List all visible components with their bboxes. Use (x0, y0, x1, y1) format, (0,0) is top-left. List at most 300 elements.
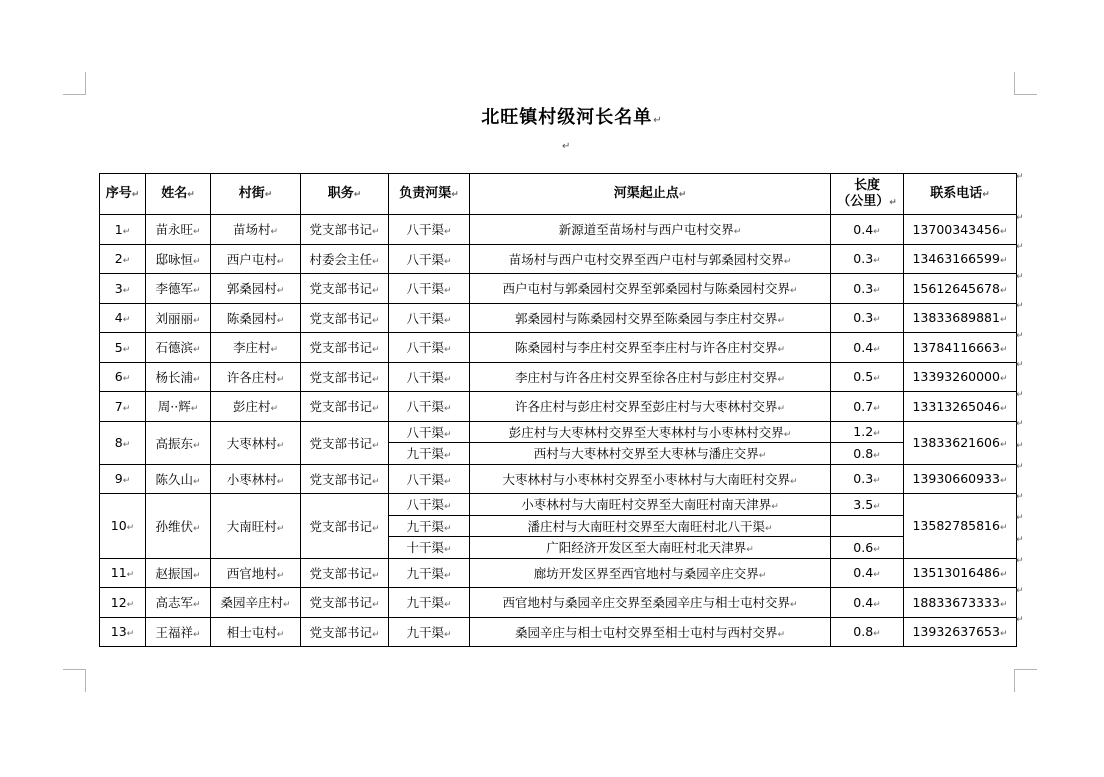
cell-length-text: 0.3 (853, 251, 874, 267)
cell-end-mark: ↵ (443, 374, 452, 385)
cell-index (100, 617, 146, 647)
cell-index (100, 244, 146, 274)
header-row (100, 174, 1017, 215)
cell-canal (389, 443, 470, 465)
table-row (100, 215, 1017, 245)
cell-range-text: 桑园辛庄与相士屯村交界至相士屯村与西村交界 (514, 624, 778, 640)
cell-end-mark: ↵ (443, 600, 452, 611)
page-corner-mark-bottom-left (63, 669, 86, 692)
cell-phone-text: 13513016486 (912, 565, 1000, 581)
cell-end-mark: ↵ (873, 403, 881, 414)
cell-phone-text: 13582785816 (912, 518, 1000, 534)
cell-phone-text: 18833673333 (912, 594, 1000, 610)
cell-end-mark: ↵ (122, 440, 131, 450)
cell-end-mark: ↵ (746, 545, 754, 556)
cell-end-mark: ↵ (371, 440, 380, 451)
row-end-mark: ↵ (1016, 301, 1024, 311)
cell-end-mark: ↵ (122, 315, 131, 326)
header-village: 村街↵ (211, 174, 301, 215)
cell-index (100, 392, 146, 422)
cell-canal-text: 八干渠 (406, 222, 444, 238)
cell-end-mark: ↵ (371, 286, 380, 297)
cell-canal (389, 244, 470, 274)
cell-position-text: 党支部书记 (309, 222, 372, 238)
cell-index-text: 9 (114, 471, 123, 487)
cell-end-mark: ↵ (270, 404, 279, 415)
cell-end-mark: ↵ (777, 345, 786, 356)
table-row (100, 362, 1017, 392)
cell-range-text: 潘庄村与大南旺村交界至大南旺村北八干渠 (527, 518, 765, 534)
cell-name-text: 周··辉 (157, 399, 191, 415)
cell-end-mark: ↵ (999, 599, 1008, 610)
header-name: 姓名↵ (146, 174, 211, 215)
cell-length (831, 537, 904, 559)
cell-end-mark: ↵ (758, 570, 767, 581)
cell-canal (389, 537, 470, 559)
cell-phone (904, 333, 1017, 363)
cell-length-text: 0.4 (853, 221, 874, 237)
cell-end-mark: ↵ (443, 502, 452, 513)
cell-name (146, 588, 211, 618)
cell-length-text: 0.3 (853, 310, 874, 326)
row-end-mark: ↵ (1016, 513, 1024, 523)
cell-phone (904, 494, 1017, 559)
cell-name (146, 617, 211, 647)
cell-name (146, 362, 211, 392)
cell-end-mark: ↵ (999, 285, 1008, 296)
cell-end-mark: ↵ (771, 502, 779, 513)
cell-position-text: 党支部书记 (309, 471, 372, 487)
cell-end-mark: ↵ (192, 570, 201, 581)
cell-phone (904, 464, 1017, 494)
cell-village-text: 大南旺村 (226, 518, 277, 534)
cell-position (301, 494, 389, 559)
cell-end-mark: ↵ (443, 404, 452, 415)
cell-end-mark: ↵ (777, 315, 786, 326)
cell-name (146, 494, 211, 559)
cell-canal (389, 494, 470, 516)
page-corner-mark-top-right (1014, 72, 1037, 95)
cell-canal-text: 八干渠 (406, 340, 444, 356)
cell-position (301, 333, 389, 363)
cell-end-mark: ↵ (126, 599, 135, 610)
cell-end-mark: ↵ (443, 256, 452, 267)
cell-end-mark: ↵ (873, 285, 881, 296)
row-end-mark: ↵ (1016, 271, 1024, 282)
cell-phone-text: 15612645678 (912, 280, 1000, 296)
cell-range (470, 464, 831, 494)
cell-phone (904, 617, 1017, 647)
cell-end-mark: ↵ (758, 451, 767, 462)
cell-length-text: 0.3 (853, 280, 874, 296)
cell-end-mark: ↵ (190, 404, 199, 415)
cell-village-text: 相士屯村 (226, 624, 277, 640)
cell-phone (904, 392, 1017, 422)
cell-end-mark: ↵ (122, 344, 131, 355)
header-range: 河渠起止点↵ (470, 174, 831, 215)
cell-end-mark: ↵ (192, 523, 201, 534)
cell-range (470, 274, 831, 304)
cell-phone-text: 13932637653 (912, 624, 1000, 640)
cell-village-text: 李庄村 (232, 340, 271, 356)
cell-canal-text: 十干渠 (406, 540, 444, 556)
cell-position-text: 党支部书记 (309, 624, 372, 640)
cell-range (470, 537, 831, 559)
cell-range (470, 443, 831, 465)
row-end-mark: ↵ (1016, 534, 1024, 545)
cell-length (831, 494, 904, 516)
cell-village (211, 494, 301, 559)
cell-length-text: 1.2 (853, 424, 874, 440)
cell-end-mark: ↵ (126, 570, 135, 581)
cell-index-text: 10 (110, 518, 127, 534)
cell-range (470, 421, 831, 443)
table-row (100, 274, 1017, 304)
cell-position-text: 党支部书记 (309, 595, 372, 611)
cell-length (831, 244, 904, 274)
cell-end-mark: ↵ (873, 570, 881, 581)
cell-phone (904, 303, 1017, 333)
cell-village (211, 558, 301, 588)
cell-end-mark: ↵ (999, 403, 1008, 414)
cell-name (146, 421, 211, 464)
cell-village (211, 303, 301, 333)
cell-village (211, 362, 301, 392)
cell-position (301, 558, 389, 588)
cell-phone-text: 13833621606 (912, 435, 1000, 450)
cell-length (831, 215, 904, 245)
cell-index-text: 13 (110, 624, 127, 640)
cell-index (100, 588, 146, 618)
cell-end-mark: ↵ (270, 227, 279, 238)
row-end-mark: ↵ (1016, 556, 1024, 566)
cell-end-mark: ↵ (443, 286, 452, 297)
cell-village (211, 617, 301, 647)
cell-end-mark: ↵ (733, 227, 742, 238)
cell-name (146, 464, 211, 494)
cell-length-text: 0.8 (853, 445, 874, 461)
cell-village (211, 421, 301, 464)
cell-range (470, 392, 831, 422)
cell-end-mark: ↵ (443, 570, 452, 581)
cell-village-text: 西官地村 (226, 565, 277, 581)
cell-length-text: 0.5 (853, 369, 874, 385)
cell-end-mark: ↵ (777, 629, 786, 640)
cell-end-mark: ↵ (371, 570, 380, 581)
cell-length (831, 303, 904, 333)
cell-canal-text: 九干渠 (406, 565, 444, 581)
cell-end-mark: ↵ (999, 523, 1008, 534)
cell-name-text: 邸咏恒 (155, 251, 193, 267)
cell-end-mark: ↵ (192, 600, 201, 611)
cell-village-text: 西户屯村 (226, 251, 277, 267)
cell-length-text: 0.8 (853, 624, 874, 640)
cell-end-mark: ↵ (192, 440, 201, 451)
row-end-mark: ↵ (1016, 419, 1024, 429)
cell-end-mark: ↵ (371, 404, 380, 415)
cell-canal-text: 九干渠 (406, 624, 444, 640)
cell-name-text: 孙维伏 (155, 518, 193, 534)
cell-end-mark: ↵ (777, 374, 786, 385)
cell-phone-text: 13784116663 (912, 339, 1000, 355)
cell-canal (389, 617, 470, 647)
cell-length-text: 0.6 (853, 539, 874, 555)
table-row (100, 333, 1017, 363)
cell-position-text: 党支部书记 (309, 565, 372, 581)
cell-length (831, 392, 904, 422)
paragraph-mark: ↵ (653, 115, 663, 126)
cell-range (470, 588, 831, 618)
cell-end-mark: ↵ (443, 429, 452, 440)
cell-village (211, 464, 301, 494)
cell-end-mark: ↵ (443, 629, 452, 640)
cell-position-text: 党支部书记 (309, 399, 372, 415)
cell-range-text: 西村与大枣林村交界至大枣林与潘庄交界 (533, 446, 759, 462)
cell-canal-text: 八干渠 (406, 310, 444, 326)
cell-length (831, 464, 904, 494)
cell-end-mark: ↵ (443, 523, 452, 534)
cell-phone (904, 244, 1017, 274)
cell-length (831, 333, 904, 363)
cell-phone (904, 588, 1017, 618)
cell-end-mark: ↵ (371, 374, 380, 385)
header-length: 长度 （公里）↵ (831, 174, 904, 215)
cell-end-mark: ↵ (122, 476, 131, 487)
cell-phone-text: 13700343456 (912, 221, 1000, 237)
cell-canal-text: 九干渠 (406, 595, 444, 611)
cell-range-text: 小枣林村与大南旺村交界至大南旺村南天津界 (521, 497, 772, 513)
cell-name-text: 杨长浦 (155, 369, 193, 385)
cell-village-text: 小枣林村 (226, 471, 277, 487)
table-row (100, 494, 1017, 516)
cell-name-text: 苗永旺 (155, 222, 193, 238)
cell-position (301, 617, 389, 647)
cell-end-mark: ↵ (192, 256, 201, 267)
cell-length-text: 0.4 (853, 565, 874, 581)
cell-position-text: 党支部书记 (309, 369, 372, 385)
cell-index (100, 421, 146, 464)
cell-canal (389, 515, 470, 537)
cell-position (301, 244, 389, 274)
row-end-mark: ↵ (1016, 212, 1024, 223)
cell-end-mark: ↵ (873, 501, 881, 512)
row-end-mark: ↵ (1016, 389, 1024, 400)
cell-canal-text: 八干渠 (406, 369, 444, 385)
cell-end-mark: ↵ (873, 429, 881, 440)
cell-end-mark: ↵ (276, 256, 285, 267)
cell-index (100, 215, 146, 245)
cell-end-mark: ↵ (282, 600, 291, 611)
cell-village-text: 桑园辛庄村 (220, 595, 283, 611)
cell-phone (904, 558, 1017, 588)
cell-length (831, 515, 904, 537)
cell-name (146, 392, 211, 422)
cell-end-mark: ↵ (789, 600, 798, 611)
cell-end-mark: ↵ (276, 570, 285, 581)
cell-position-text: 党支部书记 (309, 435, 372, 451)
cell-end-mark: ↵ (873, 315, 881, 326)
cell-village-text: 彭庄村 (232, 399, 271, 415)
cell-canal-text: 八干渠 (406, 424, 444, 440)
cell-end-mark: ↵ (999, 629, 1008, 640)
cell-index-text: 12 (110, 594, 127, 610)
cell-end-mark: ↵ (371, 600, 380, 611)
cell-range (470, 362, 831, 392)
cell-canal (389, 215, 470, 245)
cell-canal (389, 464, 470, 494)
cell-end-mark: ↵ (122, 374, 131, 385)
cell-range-text: 郭桑园村与陈桑园村交界至陈桑园与李庄村交界 (514, 310, 778, 326)
row-end-mark: ↵ (1016, 491, 1024, 502)
cell-phone (904, 362, 1017, 392)
cell-end-mark: ↵ (126, 629, 135, 640)
cell-canal (389, 588, 470, 618)
cell-index-text: 1 (114, 221, 123, 237)
cell-phone-text: 13313265046 (912, 398, 1000, 414)
cell-end-mark: ↵ (126, 523, 135, 534)
cell-index-text: 8 (114, 435, 123, 450)
cell-end-mark: ↵ (192, 374, 201, 385)
cell-index (100, 303, 146, 333)
header-phone: 联系电话↵ (904, 174, 1017, 215)
cell-end-mark: ↵ (192, 345, 201, 356)
header-index: 序号↵ (100, 174, 146, 215)
cell-end-mark: ↵ (276, 440, 285, 451)
cell-index (100, 558, 146, 588)
cell-end-mark: ↵ (371, 256, 380, 267)
cell-canal-text: 八干渠 (406, 251, 444, 267)
table-row (100, 588, 1017, 618)
cell-length (831, 362, 904, 392)
cell-village (211, 215, 301, 245)
cell-length-text: 0.4 (853, 594, 874, 610)
cell-range (470, 303, 831, 333)
cell-end-mark: ↵ (999, 476, 1008, 487)
cell-range-text: 苗场村与西户屯村交界至西户屯村与郭桑园村交界 (508, 251, 784, 267)
cell-canal (389, 558, 470, 588)
row-end-mark: ↵ (1016, 440, 1024, 451)
document-title (0, 103, 1104, 129)
cell-end-mark: ↵ (371, 315, 380, 326)
cell-length-text: 0.7 (853, 398, 874, 414)
cell-end-mark: ↵ (276, 286, 285, 297)
cell-canal (389, 274, 470, 304)
cell-end-mark: ↵ (443, 451, 452, 462)
cell-position-text: 党支部书记 (309, 281, 372, 297)
cell-index (100, 274, 146, 304)
cell-end-mark: ↵ (276, 629, 285, 640)
cell-end-mark: ↵ (783, 256, 792, 267)
cell-end-mark: ↵ (999, 315, 1008, 326)
cell-name-text: 陈久山 (155, 471, 193, 487)
row-end-mark: ↵ (1016, 171, 1024, 182)
cell-index (100, 333, 146, 363)
cell-phone-text: 13463166599 (912, 251, 1000, 267)
cell-end-mark: ↵ (999, 226, 1008, 237)
cell-end-mark: ↵ (999, 344, 1008, 355)
cell-range (470, 244, 831, 274)
cell-end-mark: ↵ (999, 570, 1008, 581)
table-header (100, 174, 1017, 215)
cell-end-mark: ↵ (789, 286, 798, 297)
cell-canal (389, 303, 470, 333)
cell-end-mark: ↵ (764, 523, 773, 534)
cell-length (831, 421, 904, 443)
cell-end-mark: ↵ (873, 226, 881, 237)
cell-end-mark: ↵ (873, 374, 881, 385)
cell-index-text: 7 (114, 398, 123, 414)
cell-end-mark: ↵ (783, 429, 792, 440)
cell-phone (904, 274, 1017, 304)
cell-index-text: 5 (114, 339, 123, 355)
cell-end-mark: ↵ (276, 476, 285, 487)
cell-canal (389, 392, 470, 422)
cell-end-mark: ↵ (873, 450, 881, 461)
cell-position-text: 党支部书记 (309, 518, 372, 534)
table-row (100, 392, 1017, 422)
cell-phone-text: 13833689881 (912, 310, 1000, 326)
cell-phone-text: 13930660933 (912, 471, 1000, 487)
cell-length-text: 0.3 (853, 471, 874, 487)
table-row (100, 617, 1017, 647)
cell-index (100, 464, 146, 494)
cell-end-mark: ↵ (443, 315, 452, 326)
cell-range (470, 617, 831, 647)
table-row (100, 303, 1017, 333)
cell-length (831, 617, 904, 647)
cell-end-mark: ↵ (443, 345, 452, 356)
cell-phone (904, 215, 1017, 245)
row-end-mark: ↵ (1016, 360, 1024, 370)
cell-end-mark: ↵ (192, 629, 201, 640)
cell-name (146, 333, 211, 363)
cell-end-mark: ↵ (371, 523, 380, 534)
document-title-text: 北旺镇村级河长名单 (481, 107, 653, 128)
cell-range (470, 558, 831, 588)
cell-end-mark: ↵ (276, 374, 285, 385)
table-body (100, 215, 1017, 647)
cell-length (831, 588, 904, 618)
cell-index-text: 3 (114, 280, 123, 296)
cell-village-text: 许各庄村 (226, 369, 277, 385)
cell-index (100, 362, 146, 392)
cell-index (100, 494, 146, 559)
cell-village (211, 274, 301, 304)
cell-length (831, 558, 904, 588)
cell-village-text: 大枣林村 (226, 435, 277, 451)
cell-end-mark: ↵ (192, 476, 201, 487)
cell-position (301, 392, 389, 422)
cell-position (301, 215, 389, 245)
cell-range (470, 215, 831, 245)
cell-end-mark: ↵ (443, 476, 452, 487)
cell-end-mark: ↵ (192, 315, 201, 326)
cell-end-mark: ↵ (122, 403, 131, 414)
header-canal: 负责河渠↵ (389, 174, 470, 215)
cell-end-mark: ↵ (873, 256, 881, 267)
cell-canal (389, 333, 470, 363)
row-end-mark: ↵ (1016, 585, 1024, 596)
cell-village-text: 苗场村 (232, 222, 271, 238)
cell-village-text: 陈桑园村 (226, 310, 277, 326)
cell-end-mark: ↵ (443, 545, 452, 556)
cell-canal-text: 八干渠 (406, 471, 444, 487)
cell-position-text: 党支部书记 (309, 310, 372, 326)
cell-name (146, 303, 211, 333)
cell-canal-text: 九干渠 (406, 446, 444, 462)
table-row (100, 244, 1017, 274)
cell-end-mark: ↵ (122, 285, 131, 296)
